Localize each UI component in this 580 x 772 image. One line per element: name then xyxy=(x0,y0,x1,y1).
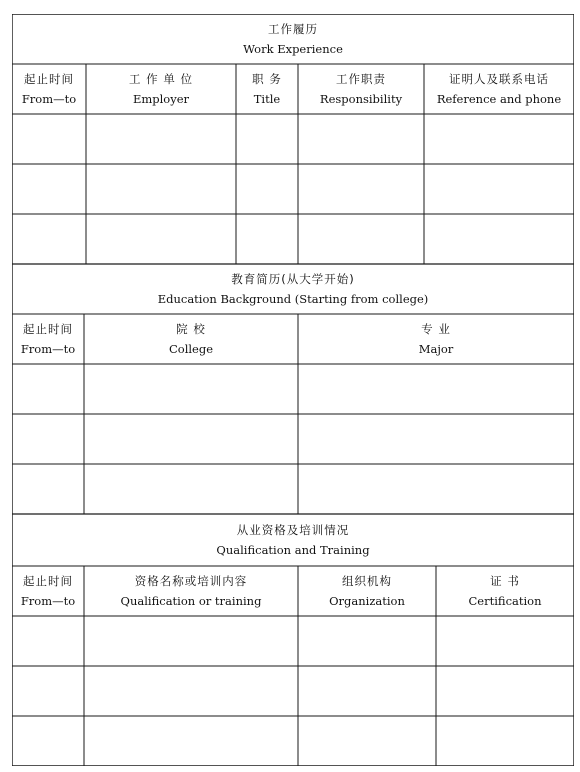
qualification-col-certification-zh: 证 书 xyxy=(490,574,520,588)
qualification-col-dates-en: From—to xyxy=(20,594,76,608)
work-col-responsibility-zh: 工作职责 xyxy=(336,72,386,86)
work-col-reference-zh: 证明人及联系电话 xyxy=(449,72,549,86)
resume-form xyxy=(12,14,574,766)
qualification-col-certification xyxy=(436,566,574,616)
work-col-employer xyxy=(86,64,236,114)
qualification-section-header xyxy=(12,514,574,566)
education-col-dates-en: From—to xyxy=(20,342,76,356)
education-section-header xyxy=(12,264,574,314)
qualification-col-training-en: Qualification or training xyxy=(120,594,262,608)
education-col-major xyxy=(298,314,574,364)
work-col-title-en: Title xyxy=(253,92,281,106)
table-grid xyxy=(12,14,574,766)
education-title-zh: 教育简历(从大学开始) xyxy=(231,272,355,286)
work-section-header xyxy=(12,14,574,64)
work-title-zh: 工作履历 xyxy=(268,22,318,36)
qualification-title-en: Qualification and Training xyxy=(216,543,370,557)
work-col-responsibility xyxy=(298,64,424,114)
qualification-title-zh: 从业资格及培训情况 xyxy=(236,523,350,537)
work-col-reference xyxy=(424,64,574,114)
work-col-dates-zh: 起止时间 xyxy=(24,72,74,86)
education-col-college-zh: 院 校 xyxy=(176,322,206,336)
work-col-responsibility-en: Responsibility xyxy=(319,92,403,106)
work-col-employer-en: Employer xyxy=(132,92,190,106)
work-col-reference-en: Reference and phone xyxy=(436,92,562,106)
qualification-col-certification-en: Certification xyxy=(468,594,542,608)
work-col-title-zh: 职 务 xyxy=(252,72,282,86)
work-col-employer-zh: 工 作 单 位 xyxy=(129,72,193,86)
education-col-major-en: Major xyxy=(418,342,454,356)
qualification-col-training xyxy=(84,566,298,616)
education-col-college-en: College xyxy=(168,342,214,356)
education-col-dates-zh: 起止时间 xyxy=(23,322,73,336)
education-col-dates xyxy=(12,314,84,364)
qualification-col-dates-zh: 起止时间 xyxy=(23,574,73,588)
qualification-col-organization-en: Organization xyxy=(329,594,405,608)
work-col-dates-en: From—to xyxy=(21,92,77,106)
qualification-col-organization-zh: 组织机构 xyxy=(342,574,392,588)
work-title-en: Work Experience xyxy=(243,42,343,56)
education-col-major-zh: 专 业 xyxy=(421,322,451,336)
qualification-col-dates xyxy=(12,566,84,616)
qualification-col-organization xyxy=(298,566,436,616)
education-col-college xyxy=(84,314,298,364)
education-title-en: Education Background (Starting from college) xyxy=(157,292,429,306)
work-col-dates xyxy=(12,64,86,114)
work-col-title xyxy=(236,64,298,114)
qualification-col-training-zh: 资格名称或培训内容 xyxy=(134,574,248,588)
